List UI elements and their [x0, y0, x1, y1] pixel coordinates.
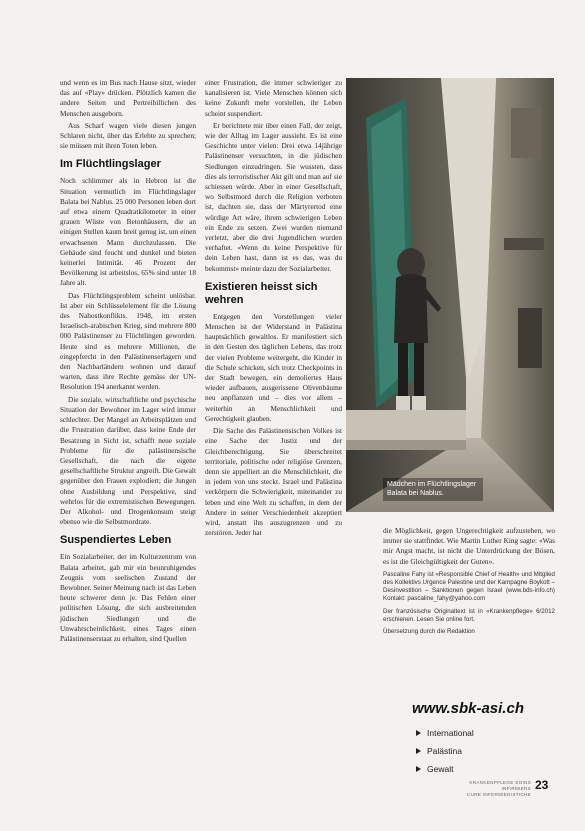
- translation-note: Übersetzung durch die Redaktion: [383, 628, 475, 636]
- related-link-label: Palästina: [427, 746, 462, 756]
- section-heading: Im Flüchtlingslager: [60, 158, 161, 171]
- publication-name-it: CURE INFERMIERISTICHE: [467, 792, 531, 797]
- related-links: [416, 724, 474, 778]
- source-note: Der französische Originaltext ist in «Krankenpflege» 6/2012 erschienen. Lesen Sie online fort.: [383, 607, 555, 623]
- paragraph: einer Frustration, die immer schwieriger zu kanalisieren ist. Viele Menschen können sich keine Zukunft mehr vorstellen, ihr Leben scheint suspendiert.: [205, 78, 342, 118]
- paragraph: Die Sache des Palästinensischen Volkes ist eine Sache der Justiz und der Gleichberechtigung. Sie überschreitet territoriale, politische oder religiöse Grenzen, denn sie appelliert an die Menschlichkeit, die in jedem von uns steckt. Israel und Palästina verkörpern die Schwierigkeit, miteinander zu leben und eine Welt zu schaffen, in dem der Andere in seiner Verschiedenheit akzeptiert wird, anstatt ihn auszugrenzen und zu zerstören. Jeder hat: [205, 426, 342, 538]
- related-link-international[interactable]: [416, 724, 474, 742]
- paragraph: die Möglichkeit, gegen Ungerechtigkeit aufzustehen, wo immer sie stattfindet. Wie Martin Luther King sagte: «Was mir Angst macht, ist nicht die Unterdrückung der Bösen, es ist die Gleichgültigkeit der Guten».: [383, 526, 555, 566]
- related-link-label: International: [427, 728, 474, 738]
- page-number: 23: [535, 778, 549, 792]
- article-column-3: [383, 526, 555, 640]
- author-bio: [383, 571, 555, 636]
- section-heading: Suspendiertes Leben: [60, 534, 172, 547]
- paragraph: Die soziale, wirtschaftliche und psychische Situation der Bewohner im Lager wird immer schlechter. Der Mangel an Arbeitsplätzen und die Frustration darüber, dass keine Ende der Besatzung in Sicht ist, schafft neue soziale Probleme für die palästinensische Gesellschaft, die nach die eigene gesellschaftliche Struktur angreift. Die Gewalt gegenüber den Frauen explodiert; die Jungen ohne Ausbildung und Perspektive, sind wehrlos für die extremistischen Bewegungen. Der Alkohol- und Drogenkonsum steigt ebenso wie die Selbstmordrate.: [60, 394, 196, 527]
- paragraph: Er berichtete mir über einen Fall, der zeigt, wie der Alltag im Lager aussieht. Es ist eine Geschichte unter vielen: Drei etwa 14jährige Palästinenser versuchten, in die jüdischen Siedlungen einzudringen. Sie wussten, dass dies als terroristischer Akt gilt und man auf sie schiessen würde. Aber in einer Gesellschaft, wo Selbstmord durch die Religion verboten ist, dachten sie, dass der Märtyrertod eine würdige Art wäre, ihrem schwierigen Leben ein Ende zu setzen. Zwei wurden niemand verletzt, aber die drei Jugendlichen wurden verhaftet. «Wenn du keine Perspektive für dein Leben hast, dann ist es das, was du bekommst» meinte dazu der Sozialarbeiter.: [205, 120, 342, 273]
- related-link-palaestina[interactable]: [416, 742, 474, 760]
- article-column-1: [60, 78, 196, 646]
- paragraph: und wenn es im Bus nach Hause sitzt, wieder das auf «Play» drücken. Plötzlich kamen die andere Seiten und Pertreibillichen des Menschen ausgeborn.: [60, 78, 196, 118]
- triangle-right-icon: [416, 730, 421, 736]
- related-link-gewalt[interactable]: [416, 760, 474, 778]
- paragraph: Das Flüchtlingsproblem scheint unlösbar. Ist aber ein Schlüsselelement für die Lösung des Nahostkonflikts. 1948, im ersten Israelisch-arabischen Krieg, sind mehrere 800 000 Palästinenser zu Flüchtlingen geworden. Heute sind es mehrere Millionen, die eingepfercht in den Palästinenserlagern und den Nachbarländern wohnen und darauf warten, dass ihre Rechte gemäss der UN-Resolution 194 anerkannt werden.: [60, 290, 196, 392]
- article-photo: [346, 78, 554, 512]
- article-column-2: [205, 78, 342, 540]
- paragraph: Aus Scharf wagen viele diesen jungen Schlaren nicht, über das Erlebte zu sprechen; sie müssen mit ihren Toten leben.: [60, 120, 196, 151]
- related-link-label: Gewalt: [427, 764, 454, 774]
- paragraph: Entgegen den Vorstellungen vieler Menschen ist der Widerstand in Palästina hauptsächlich gewaltlos. Er manifestiert sich in den Gesten des täglichen Lebens, das trotz der vielen Probleme weitergeht, die Kinder in die Schule schicken, sich trotz Checkpoints in der Stadt bewegen, ein demoliertes Haus wieder aufbauen, ausgerissene Olivenbäume neu anpflanzen und – dies vor allem – weiterhin an Menschlichkeit und Gerechtigkeit glauben.: [205, 311, 342, 423]
- paragraph: Ein Sozialarbeiter, der im Kulturzentrum von Balata arbeitet, gab mir ein beunruhigendes Zeugnis vom seelischen Zustand der Bewohner. Seiner Meinung nach ist das Leben heute schwerer denn je. Das Fehlen einer politischen Lösung, die sich ausbreitenden jüdischen Siedlungen und die Unwahrscheinlichkeit, eines Tages einen Palästinenserstaat zu erhalten, sind Quellen: [60, 552, 196, 643]
- publication-footer: [446, 780, 531, 798]
- section-heading: Existieren heisst sich wehren: [205, 280, 318, 306]
- photo-caption: Mädchen im Flüchtlingslager Balata bei Nablus.: [383, 478, 483, 501]
- triangle-right-icon: [416, 748, 421, 754]
- author-bio-text: Pascaline Fahy ist «Responsible Chief of Health» und Mitglied des Kollektivs Urgence Palestine und der Kampagne Boykott – Desinvestition – Sanktionen gegen Israel (www.bds-info.ch) Kontakt: pascaline_fahy@yahoo.com: [383, 570, 555, 603]
- triangle-right-icon: [416, 766, 421, 772]
- alley-photo-illustration: [346, 78, 554, 512]
- website-link[interactable]: www.sbk-asi.ch: [412, 700, 524, 717]
- publication-name: KRANKENPFLEGE SOINS INFIRMIERS: [469, 780, 531, 791]
- paragraph: Noch schlimmer als in Hebron ist die Situation vermutlich im Flüchtlingslager Balata bei Nablus. 25 000 Personen leben dort auf etwa einem Quadratkilometer in einer grauen Wüste von Betonhäusern, die an einigen Stellen kaum breit genug ist, um einen erwachsenen Mann durchzulassen. Die Gebäude sind feucht und dunkel und bieten keinerlei Intimität. 46 Prozent der Bevölkerung ist arbeitslos, 65% sind unter 18 Jahre alt.: [60, 176, 196, 288]
